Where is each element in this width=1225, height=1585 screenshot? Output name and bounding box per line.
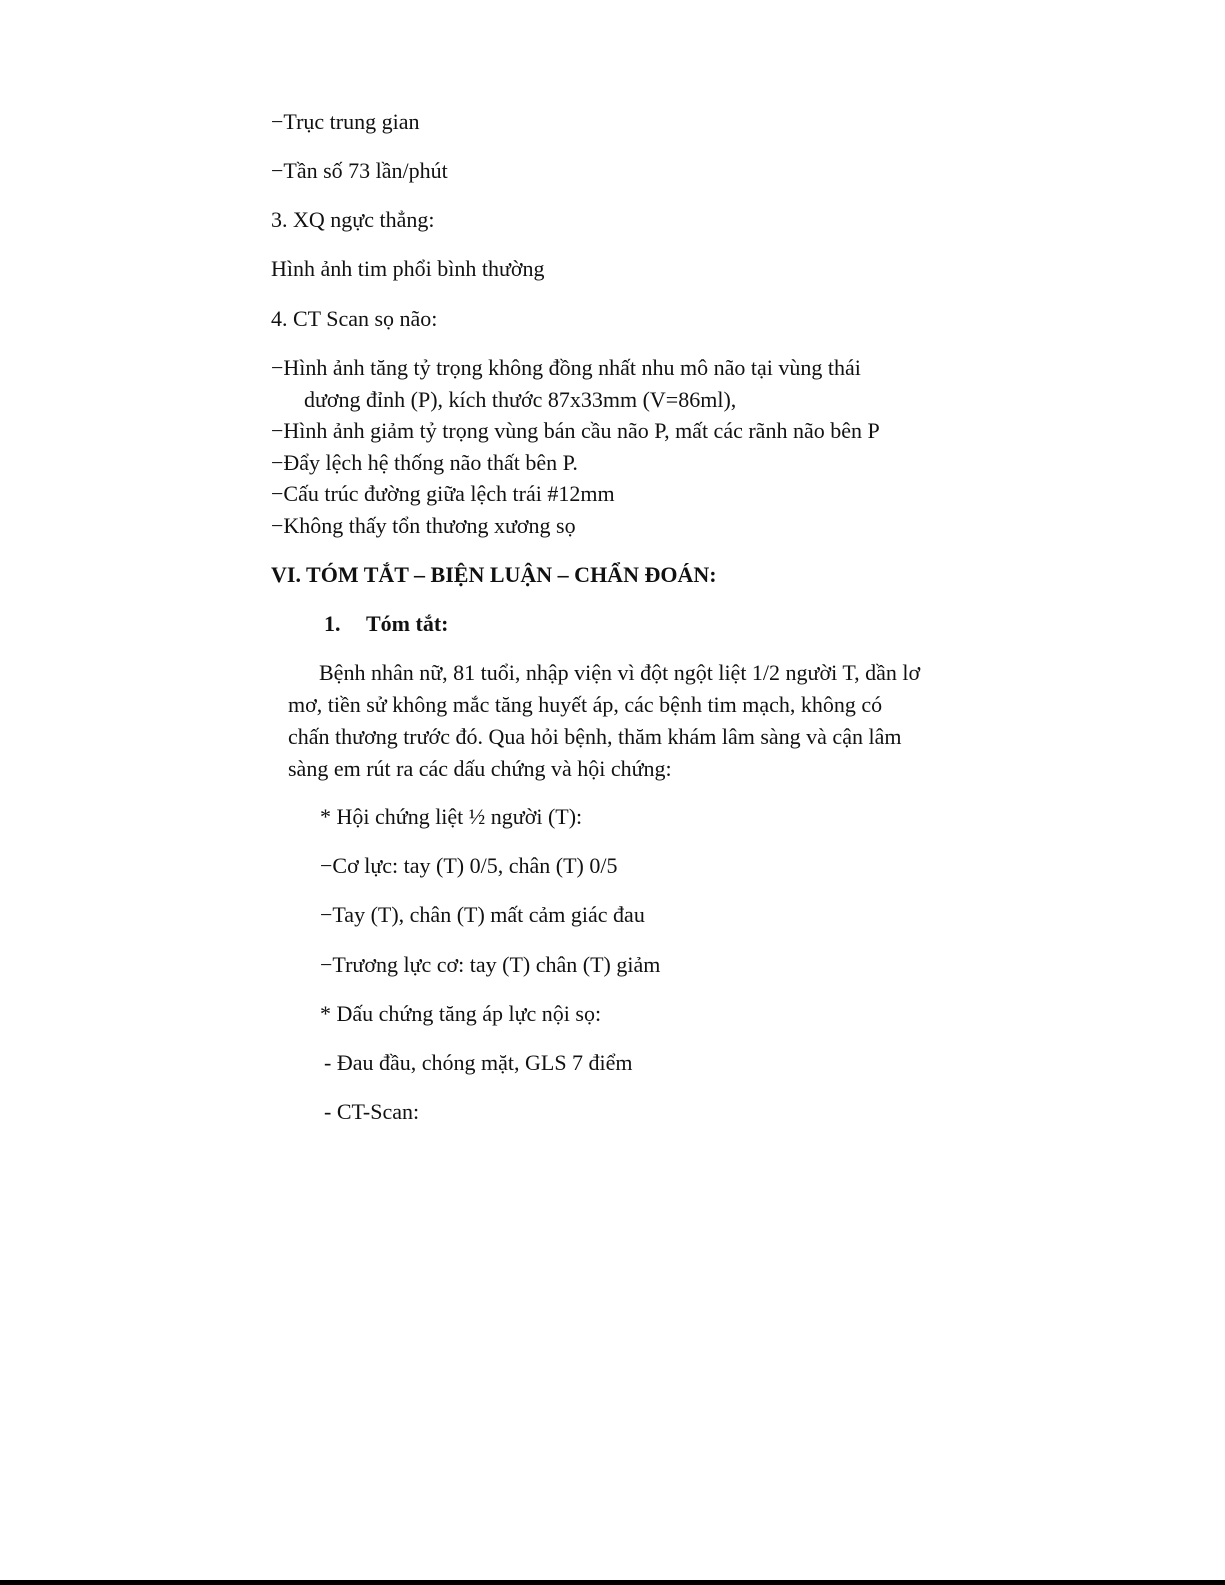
ct-finding-5: −Không thấy tổn thương xương sọ [271,513,576,538]
ct-finding-3: −Đẩy lệch hệ thống não thất bên P. [271,450,578,475]
ecg-rate: −Tần số 73 lần/phút [271,158,448,183]
summary-line-2: mơ, tiền sử không mắc tăng huyết áp, các bệnh tim mạch, không có [288,692,883,717]
icp-item-2: - CT-Scan: [324,1099,420,1124]
hemiplegia-heading: * Hội chứng liệt ½ người (T): [320,804,583,829]
icp-item-1: - Đau đầu, chóng mặt, GLS 7 điểm [324,1050,633,1075]
xray-result: Hình ảnh tim phổi bình thường [271,256,545,281]
summary-line-1: Bệnh nhân nữ, 81 tuổi, nhập viện vì đột ngột liệt 1/2 người T, dần lơ [319,660,921,685]
page-bottom-border [0,1580,1225,1585]
ct-heading: 4. CT Scan sọ não: [271,306,438,331]
icp-heading: * Dấu chứng tăng áp lực nội sọ: [320,1001,602,1026]
hemiplegia-item-3: −Trương lực cơ: tay (T) chân (T) giảm [320,952,661,977]
ct-finding-1-line-2: dương đỉnh (P), kích thước 87x33mm (V=86ml), [304,387,737,412]
ct-finding-2: −Hình ảnh giảm tỷ trọng vùng bán cầu não P, mất các rãnh não bên P [271,418,880,443]
summary-line-4: sàng em rút ra các dấu chứng và hội chứng: [288,756,672,781]
ct-finding-1-line-1: −Hình ảnh tăng tỷ trọng không đồng nhất nhu mô não tại vùng thái [271,355,861,380]
summary-line-3: chấn thương trước đó. Qua hỏi bệnh, thăm khám lâm sàng và cận lâm [288,724,902,749]
xray-heading: 3. XQ ngực thẳng: [271,207,435,232]
section-6-title: VI. TÓM TẮT – BIỆN LUẬN – CHẨN ĐOÁN: [271,562,717,587]
subsection-1-title: Tóm tắt: [366,611,449,636]
hemiplegia-item-1: −Cơ lực: tay (T) 0/5, chân (T) 0/5 [320,853,618,878]
ecg-axis: −Trục trung gian [271,109,420,134]
subsection-1-number: 1. [324,611,341,636]
hemiplegia-item-2: −Tay (T), chân (T) mất cảm giác đau [320,902,645,927]
ct-finding-4: −Cấu trúc đường giữa lệch trái #12mm [271,481,615,506]
